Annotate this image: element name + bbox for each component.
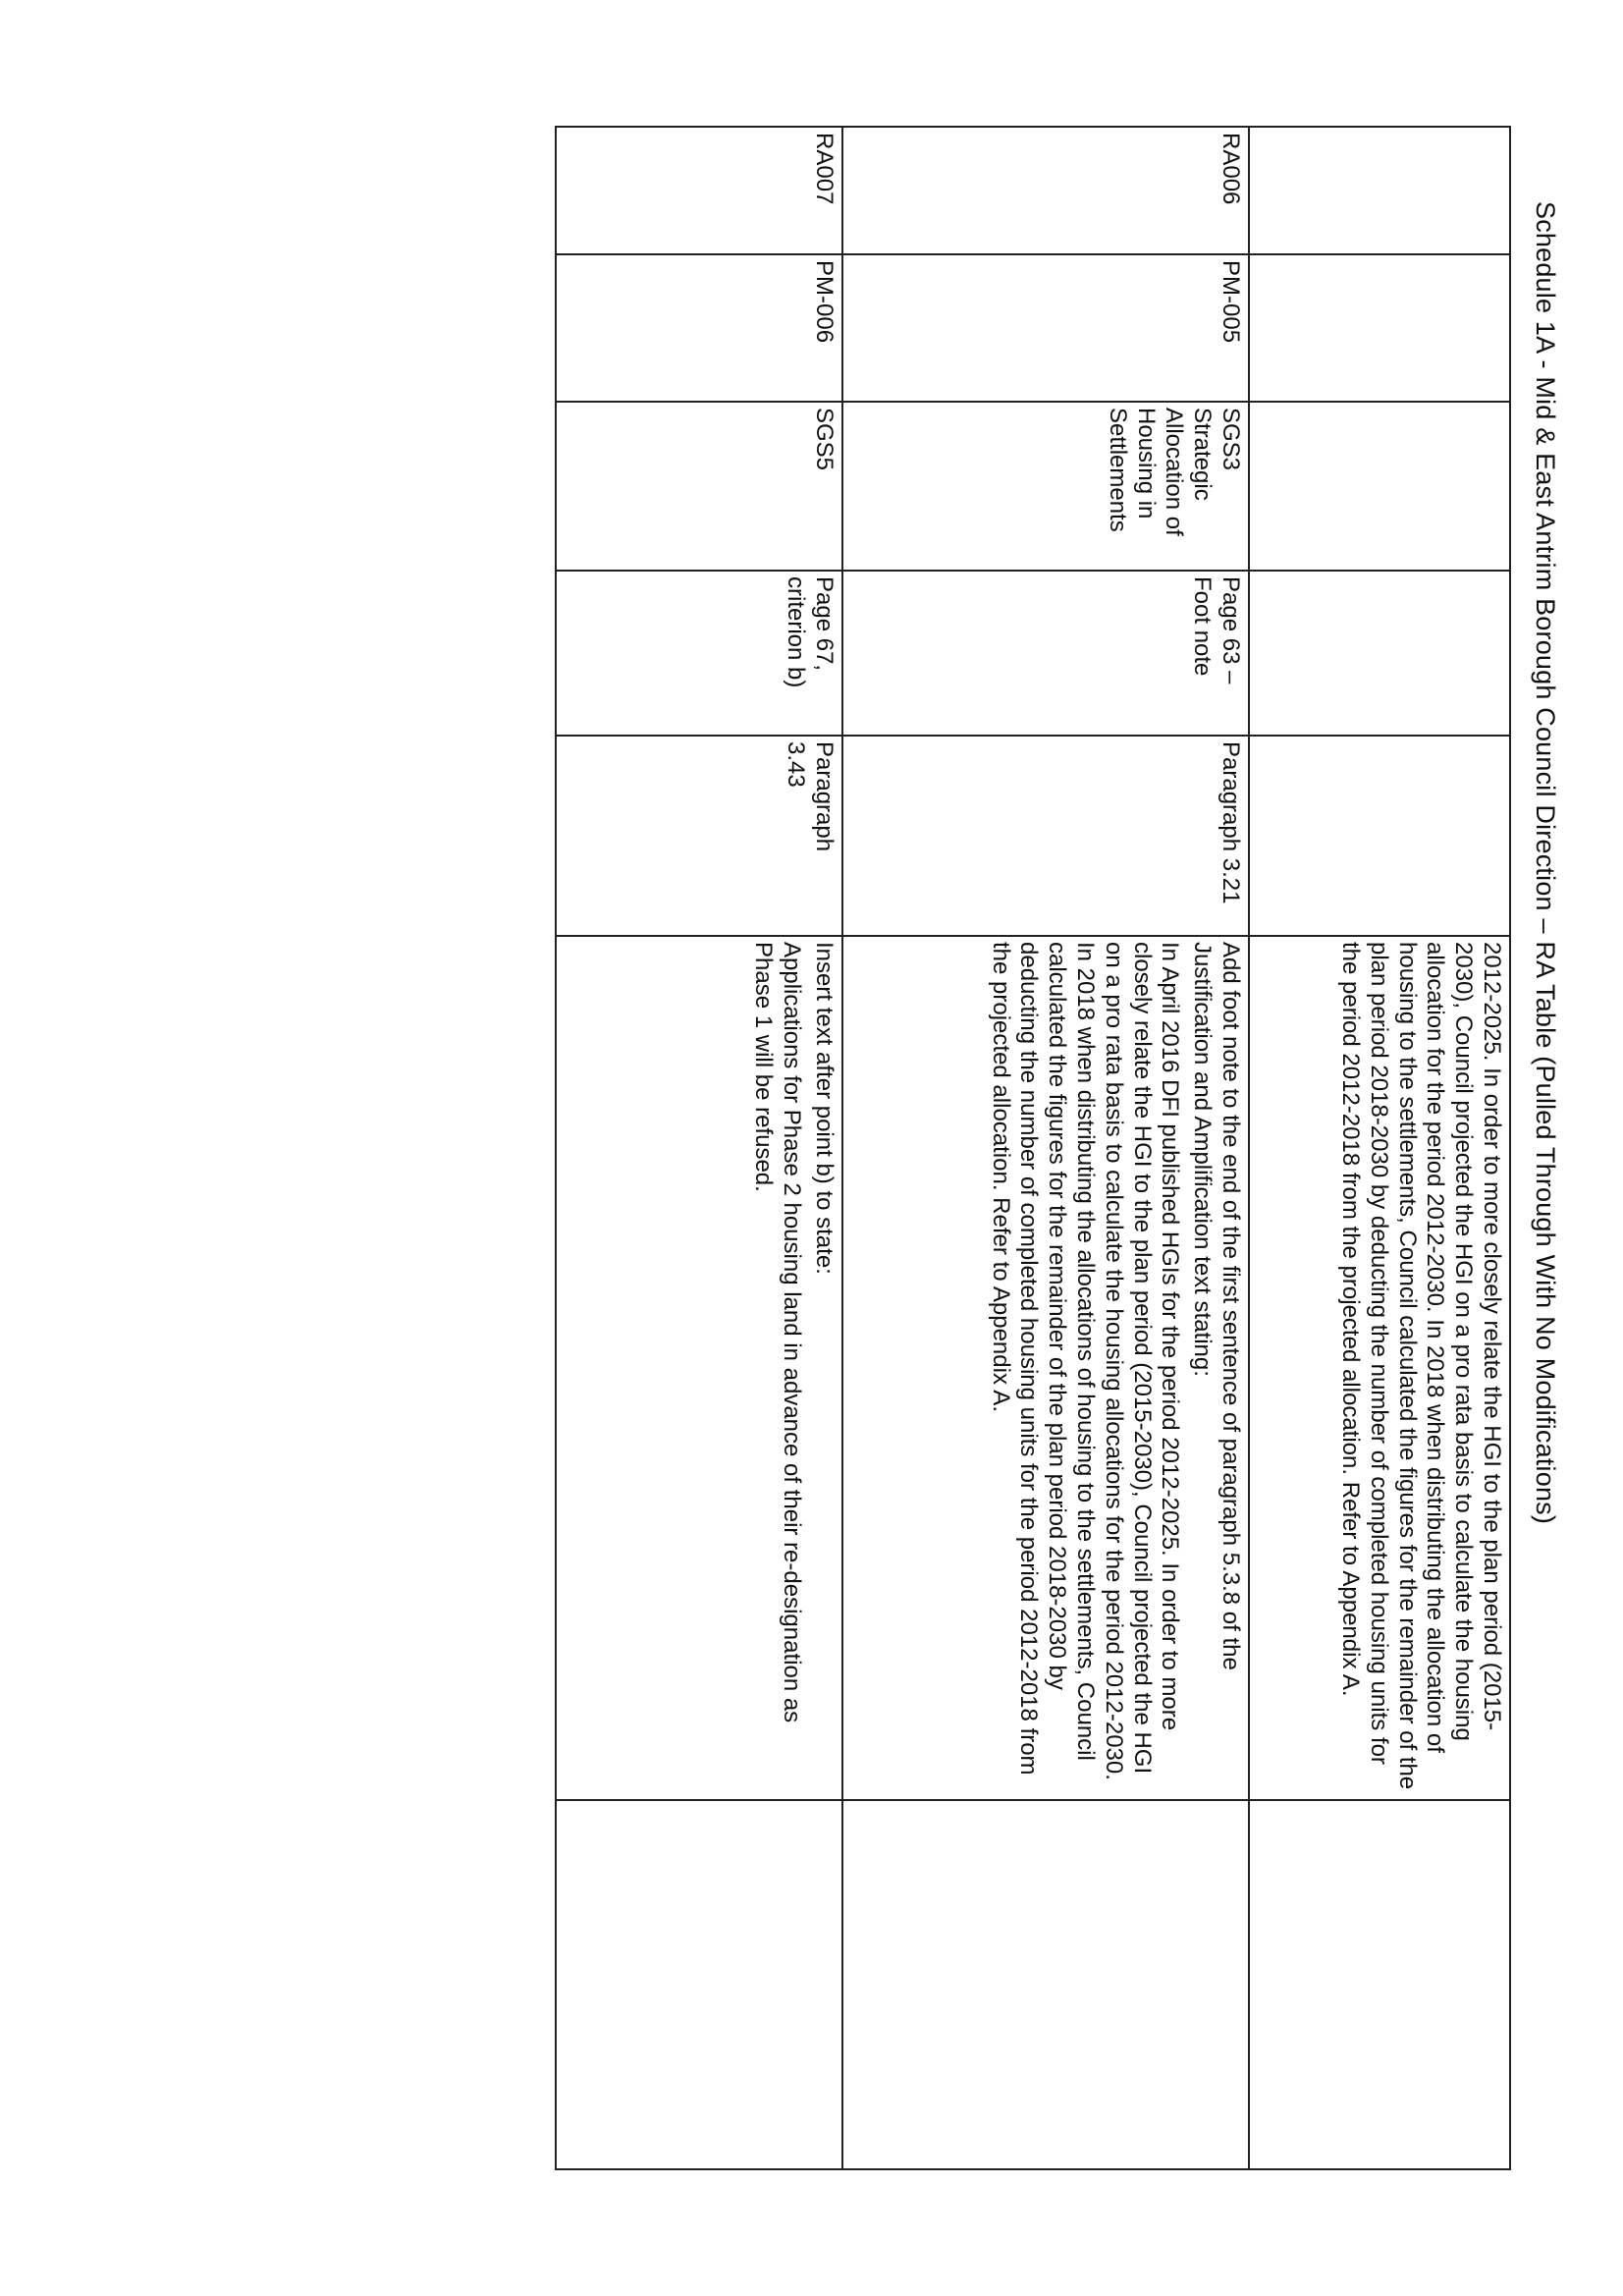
page-line: Foot note — [1189, 576, 1217, 677]
page-line: Page 67, — [811, 576, 838, 672]
modification-text: Insert text after point b) to state: — [811, 942, 838, 1275]
page-cell — [842, 571, 1249, 736]
modification-text: In April 2016 DFI published HGIs for the period 2012-2025. In order to more closely relate the HGI to the plan period (2015-2030), Council projected the HGI on a pro rata basis to calculate the housing allocations for the period 2012-2030. In 2018 when distributing the allocations of housing to the settlements, Council calculated the figures for the remainder of the plan period 2018-2030 by deducting the number of completed housing units for the period 2012-2018 from the projected allocation. Refer to Appendix A. — [987, 942, 1184, 1780]
paragraph-cell — [1249, 736, 1510, 936]
table-row — [842, 127, 1249, 2169]
page-cell — [1249, 571, 1510, 736]
table-row — [1249, 127, 1510, 2169]
policy-cell — [842, 402, 1249, 571]
modification-text-cell — [842, 936, 1249, 1800]
modification-text: 2012-2025. In order to more closely relate the HGI to the plan period (2015-2030), Council projected the HGI on a pro rata basis to calculate the housing allocation for the period 2012-2030. In 2018 when distributing the allocation of housing to the settlements, Council calculated the figures for the remainder of the plan period 2018-2030 by deducting the number of completed housing units for the period 2012-2018 from the projected allocation. Refer to Appendix A. — [1337, 942, 1505, 1790]
paragraph-cell — [556, 736, 842, 936]
document-title: Schedule 1A - Mid & East Antrim Borough Council Direction – RA Table (Pulled Through With No Modifications) — [1531, 201, 1560, 1525]
policy-cell — [556, 402, 842, 571]
ra-ref-cell: RA007 — [556, 127, 842, 254]
table-row — [556, 127, 842, 2169]
modification-text-cell — [556, 936, 842, 1800]
policy-cell — [1249, 402, 1510, 571]
paragraph-line: Paragraph 3.21 — [1217, 741, 1244, 904]
policy-line: Allocation of — [1161, 408, 1188, 536]
pm-ref-cell — [1249, 254, 1510, 402]
policy-line: SGS5 — [811, 408, 838, 471]
paragraph-line: Paragraph — [811, 741, 838, 852]
page-line: criterion b) — [783, 576, 810, 688]
notes-cell — [1249, 1800, 1510, 2169]
notes-cell — [556, 1800, 842, 2169]
modification-text: Add foot note to the end of the first sentence of paragraph 5.3.8 of the Justification and Amplification text stating: — [1189, 942, 1244, 1670]
paragraph-line: 3.43 — [783, 741, 810, 788]
modification-text: Applications for Phase 2 housing land in advance of their re-designation as Phase 1 will be refused. — [750, 942, 806, 1723]
policy-line: Settlements — [1104, 408, 1131, 532]
page-line: Page 63 – — [1217, 576, 1244, 684]
modification-text-cell — [1249, 936, 1510, 1800]
pm-ref-cell: PM-006 — [556, 254, 842, 402]
policy-line: Strategic — [1189, 408, 1217, 501]
notes-cell — [842, 1800, 1249, 2169]
policy-line: SGS3 — [1217, 408, 1244, 471]
ra-ref-cell — [1249, 127, 1510, 254]
paragraph-cell — [842, 736, 1249, 936]
policy-line: Housing in — [1132, 408, 1160, 519]
pm-ref-cell: PM-005 — [842, 254, 1249, 402]
ra-table — [555, 126, 1511, 2170]
page-cell — [556, 571, 842, 736]
ra-ref-cell: RA006 — [842, 127, 1249, 254]
